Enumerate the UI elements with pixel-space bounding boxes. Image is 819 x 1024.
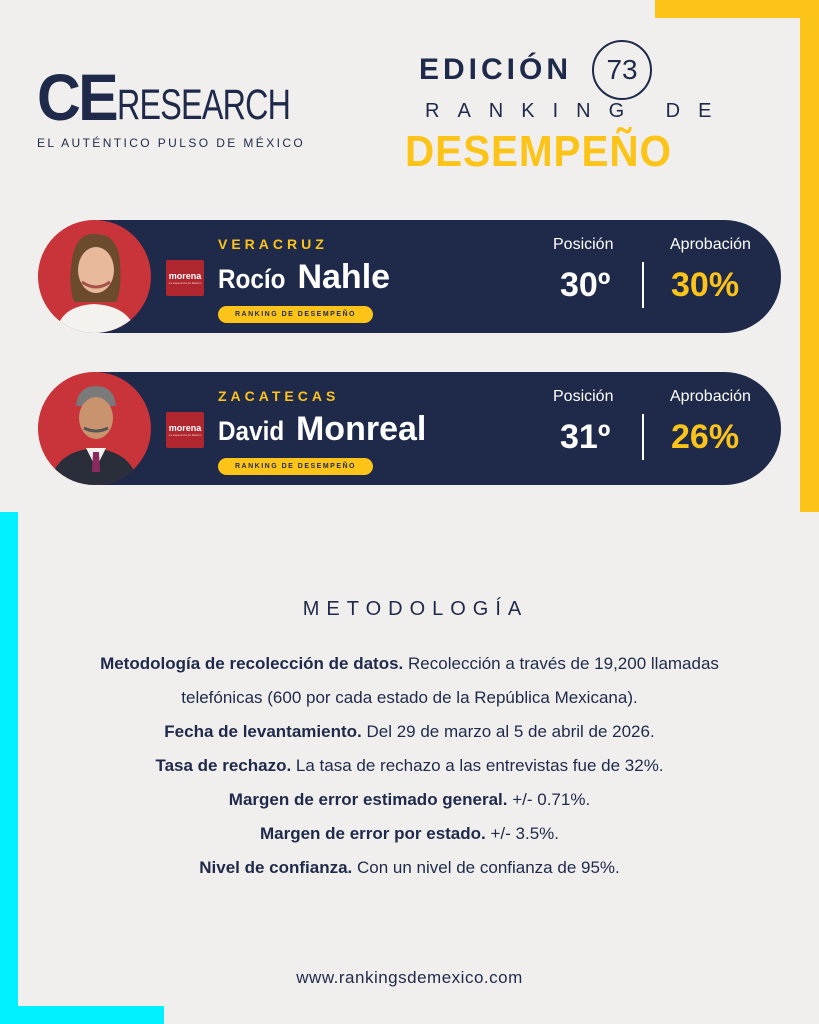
methodology-line (0, 851, 819, 885)
ranking-title: DESEMPEÑO (405, 127, 672, 176)
methodology-line-text: +/- 0.71%. (507, 790, 591, 809)
party-name: morena (168, 423, 202, 433)
methodology-line-text: Del 29 de marzo al 5 de abril de 2026. (361, 722, 655, 741)
governor-name (218, 410, 426, 449)
methodology-line-text: Con un nivel de confianza de 95%. (352, 858, 620, 877)
edition-label: EDICIÓN (419, 53, 573, 86)
logo-tagline: EL AUTÉNTICO PULSO DE MÉXICO (37, 136, 306, 150)
logo-research: RESEARCH (116, 81, 290, 129)
cyan-accent-bar-bottom (0, 1006, 164, 1024)
methodology-line-label: Metodología de recolección de datos. (100, 654, 404, 673)
governor-card (38, 220, 781, 333)
governor-portrait-icon (38, 372, 151, 485)
governor-first-name: David (218, 416, 285, 446)
morena-party-logo (166, 260, 204, 296)
approval-label: Aprobación (670, 236, 751, 253)
governor-portrait-icon (38, 220, 151, 333)
ranking-pill: RANKING DE DESEMPEÑO (218, 306, 373, 323)
governor-photo (38, 220, 151, 333)
methodology-lines (0, 647, 819, 885)
footer-url[interactable]: www.rankingsdemexico.com (296, 968, 523, 987)
position-value: 31º (560, 418, 611, 456)
ranking-subtitle: RANKING DE (425, 100, 730, 122)
yellow-accent-bar-top (655, 0, 819, 18)
methodology-line (0, 647, 819, 681)
position-label: Posición (553, 236, 614, 253)
methodology-line-label: Tasa de rechazo. (155, 756, 292, 775)
party-name: morena (168, 271, 202, 281)
ranking-pill: RANKING DE DESEMPEÑO (218, 458, 373, 475)
methodology-title: METODOLOGÍA (302, 598, 529, 620)
governor-card (38, 372, 781, 485)
edition-number-badge: 73 (592, 40, 652, 100)
methodology-line-text: telefónicas (600 por cada estado de la República Mexicana). (181, 688, 638, 707)
yellow-accent-bar-right (800, 0, 819, 512)
position-value: 30º (560, 266, 611, 304)
methodology-line (0, 681, 819, 715)
methodology-line (0, 817, 819, 851)
approval-value: 30% (671, 266, 740, 304)
methodology-line-text: Recolección a través de 19,200 llamadas (403, 654, 719, 673)
governor-first-name: Rocío (218, 264, 286, 294)
state-name: ZACATECAS (218, 388, 340, 404)
party-subtitle: La esperanza de México (168, 433, 202, 437)
methodology-line-label: Fecha de levantamiento. (164, 722, 362, 741)
methodology-section (0, 598, 819, 885)
edition-header (405, 40, 730, 177)
methodology-line (0, 715, 819, 749)
governor-last-name: Nahle (297, 258, 391, 296)
methodology-line (0, 783, 819, 817)
governor-last-name: Monreal (295, 410, 427, 448)
position-label: Posición (553, 388, 614, 405)
approval-label: Aprobación (670, 388, 751, 405)
ce-research-logo (37, 60, 306, 150)
methodology-line-label: Margen de error por estado. (259, 824, 486, 843)
governor-name (218, 258, 390, 297)
stat-divider (642, 262, 644, 308)
stat-divider (642, 414, 644, 460)
party-subtitle: La esperanza de México (168, 281, 202, 285)
methodology-line-label: Margen de error estimado general. (228, 790, 508, 809)
methodology-line (0, 749, 819, 783)
methodology-line-text: +/- 3.5%. (485, 824, 559, 843)
morena-party-logo (166, 412, 204, 448)
governor-photo (38, 372, 151, 485)
methodology-line-text: La tasa de rechazo a las entrevistas fue de 32%. (291, 756, 664, 775)
methodology-line-label: Nivel de confianza. (199, 858, 353, 877)
logo-ce: CE (37, 60, 116, 134)
approval-value: 26% (671, 418, 740, 456)
state-name: VERACRUZ (218, 236, 328, 252)
